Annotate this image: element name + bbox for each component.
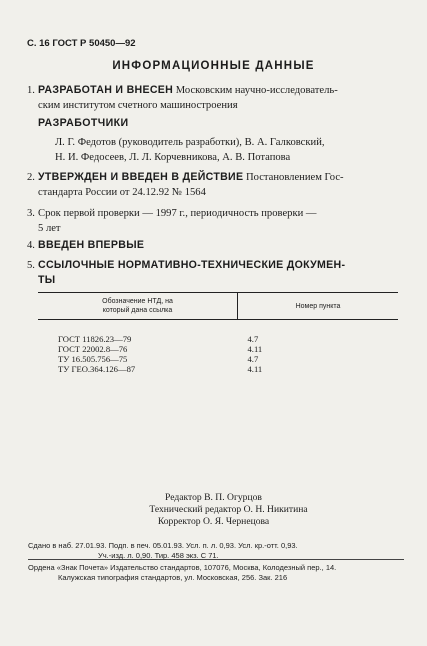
page-header: С. 16 ГОСТ Р 50450—92 — [27, 38, 136, 49]
developers-heading: РАЗРАБОТЧИКИ — [38, 117, 129, 129]
table-cell-item: 4.11 — [247, 364, 263, 374]
item-1 — [27, 83, 407, 113]
publisher-line-1: Ордена «Знак Почета» Издательство стандартов, 107076, Москва, Колодезный пер., 14. — [28, 563, 337, 572]
printing-line-2: Уч.-изд. л. 0,90. Тир. 458 экз. С 71. — [98, 550, 219, 560]
divider — [28, 559, 404, 560]
printing-line-1: Сдано в наб. 27.01.93. Подп. в печ. 05.01.93. Усл. п. л. 0,93. Усл. кр.-отт. 0,93. — [28, 541, 298, 550]
table-cell-document: ГОСТ 11826.23—79 — [58, 334, 132, 344]
table-cell-document: ТУ ГЕО.364.126—87 — [58, 364, 136, 374]
item-3-text-2: 5 лет — [38, 223, 61, 234]
page-title: ИНФОРМАЦИОННЫЕ ДАННЫЕ — [112, 60, 315, 72]
item-1-number: 1. — [27, 85, 35, 96]
reference-table-header — [38, 293, 398, 320]
publisher-line-2: Калужская типография стандартов, ул. Московская, 256. Зак. 216 — [58, 572, 288, 582]
credits — [0, 492, 427, 528]
item-1-text-1: Московским научно-исследователь- — [173, 85, 338, 96]
item-5 — [27, 258, 407, 288]
item-3 — [27, 206, 407, 236]
item-4-number: 4. — [27, 240, 35, 251]
column-header-item: Номер пункта — [238, 293, 399, 320]
table-row — [38, 354, 398, 364]
printing-info — [28, 541, 408, 560]
table-cell-item: 4.7 — [247, 354, 259, 364]
item-1-text-2: ским институтом счетного машиностроения — [38, 100, 238, 111]
item-2-heading: УТВЕРЖДЕН И ВВЕДЕН В ДЕЙСТВИЕ — [38, 171, 244, 183]
item-2 — [27, 170, 407, 200]
publisher-info — [28, 563, 408, 582]
table-row — [38, 320, 398, 345]
item-5-number: 5. — [27, 260, 35, 271]
developers-line-1: Л. Г. Федотов (руководитель разработки), В. А. Галковский, — [55, 137, 325, 148]
credits-technical-editor: Технический редактор О. Н. Никитина — [149, 504, 308, 515]
column-header-document-line-2: который дана ссылка — [102, 307, 173, 314]
developers-list — [55, 135, 400, 165]
table-row — [38, 364, 398, 374]
developers-line-2: Н. И. Федосеев, Л. Л. Корчевникова, А. В. Потапова — [55, 152, 291, 163]
item-2-number: 2. — [27, 172, 35, 183]
column-header-document-line-1: Обозначение НТД, на — [102, 298, 173, 305]
item-4-heading: ВВЕДЕН ВПЕРВЫЕ — [38, 239, 145, 251]
item-1-heading: РАЗРАБОТАН И ВНЕСЕН — [38, 84, 174, 96]
reference-table — [38, 292, 398, 374]
item-4 — [27, 238, 407, 253]
table-row — [38, 344, 398, 354]
table-cell-item: 4.7 — [247, 334, 259, 344]
item-2-text-2: стандарта России от 24.12.92 № 1564 — [38, 187, 206, 198]
table-cell-document: ТУ 16.505.756—75 — [58, 354, 128, 364]
item-5-heading-1: ССЫЛОЧНЫЕ НОРМАТИВНО-ТЕХНИЧЕСКИЕ ДОКУМЕН- — [38, 259, 346, 271]
table-cell-item: 4.11 — [247, 344, 263, 354]
table-cell-document: ГОСТ 22002.8—76 — [58, 344, 128, 354]
credits-editor: Редактор В. П. Огурцов — [165, 492, 262, 503]
item-5-heading-2: ТЫ — [38, 274, 56, 286]
column-header-document — [38, 293, 238, 320]
item-2-text-1: Постановлением Гос- — [243, 172, 344, 183]
credits-corrector: Корректор О. Я. Чернецова — [157, 516, 270, 527]
item-3-text-1: Срок первой проверки — 1997 г., периодичность проверки — — [38, 208, 317, 219]
item-3-number: 3. — [27, 208, 35, 219]
